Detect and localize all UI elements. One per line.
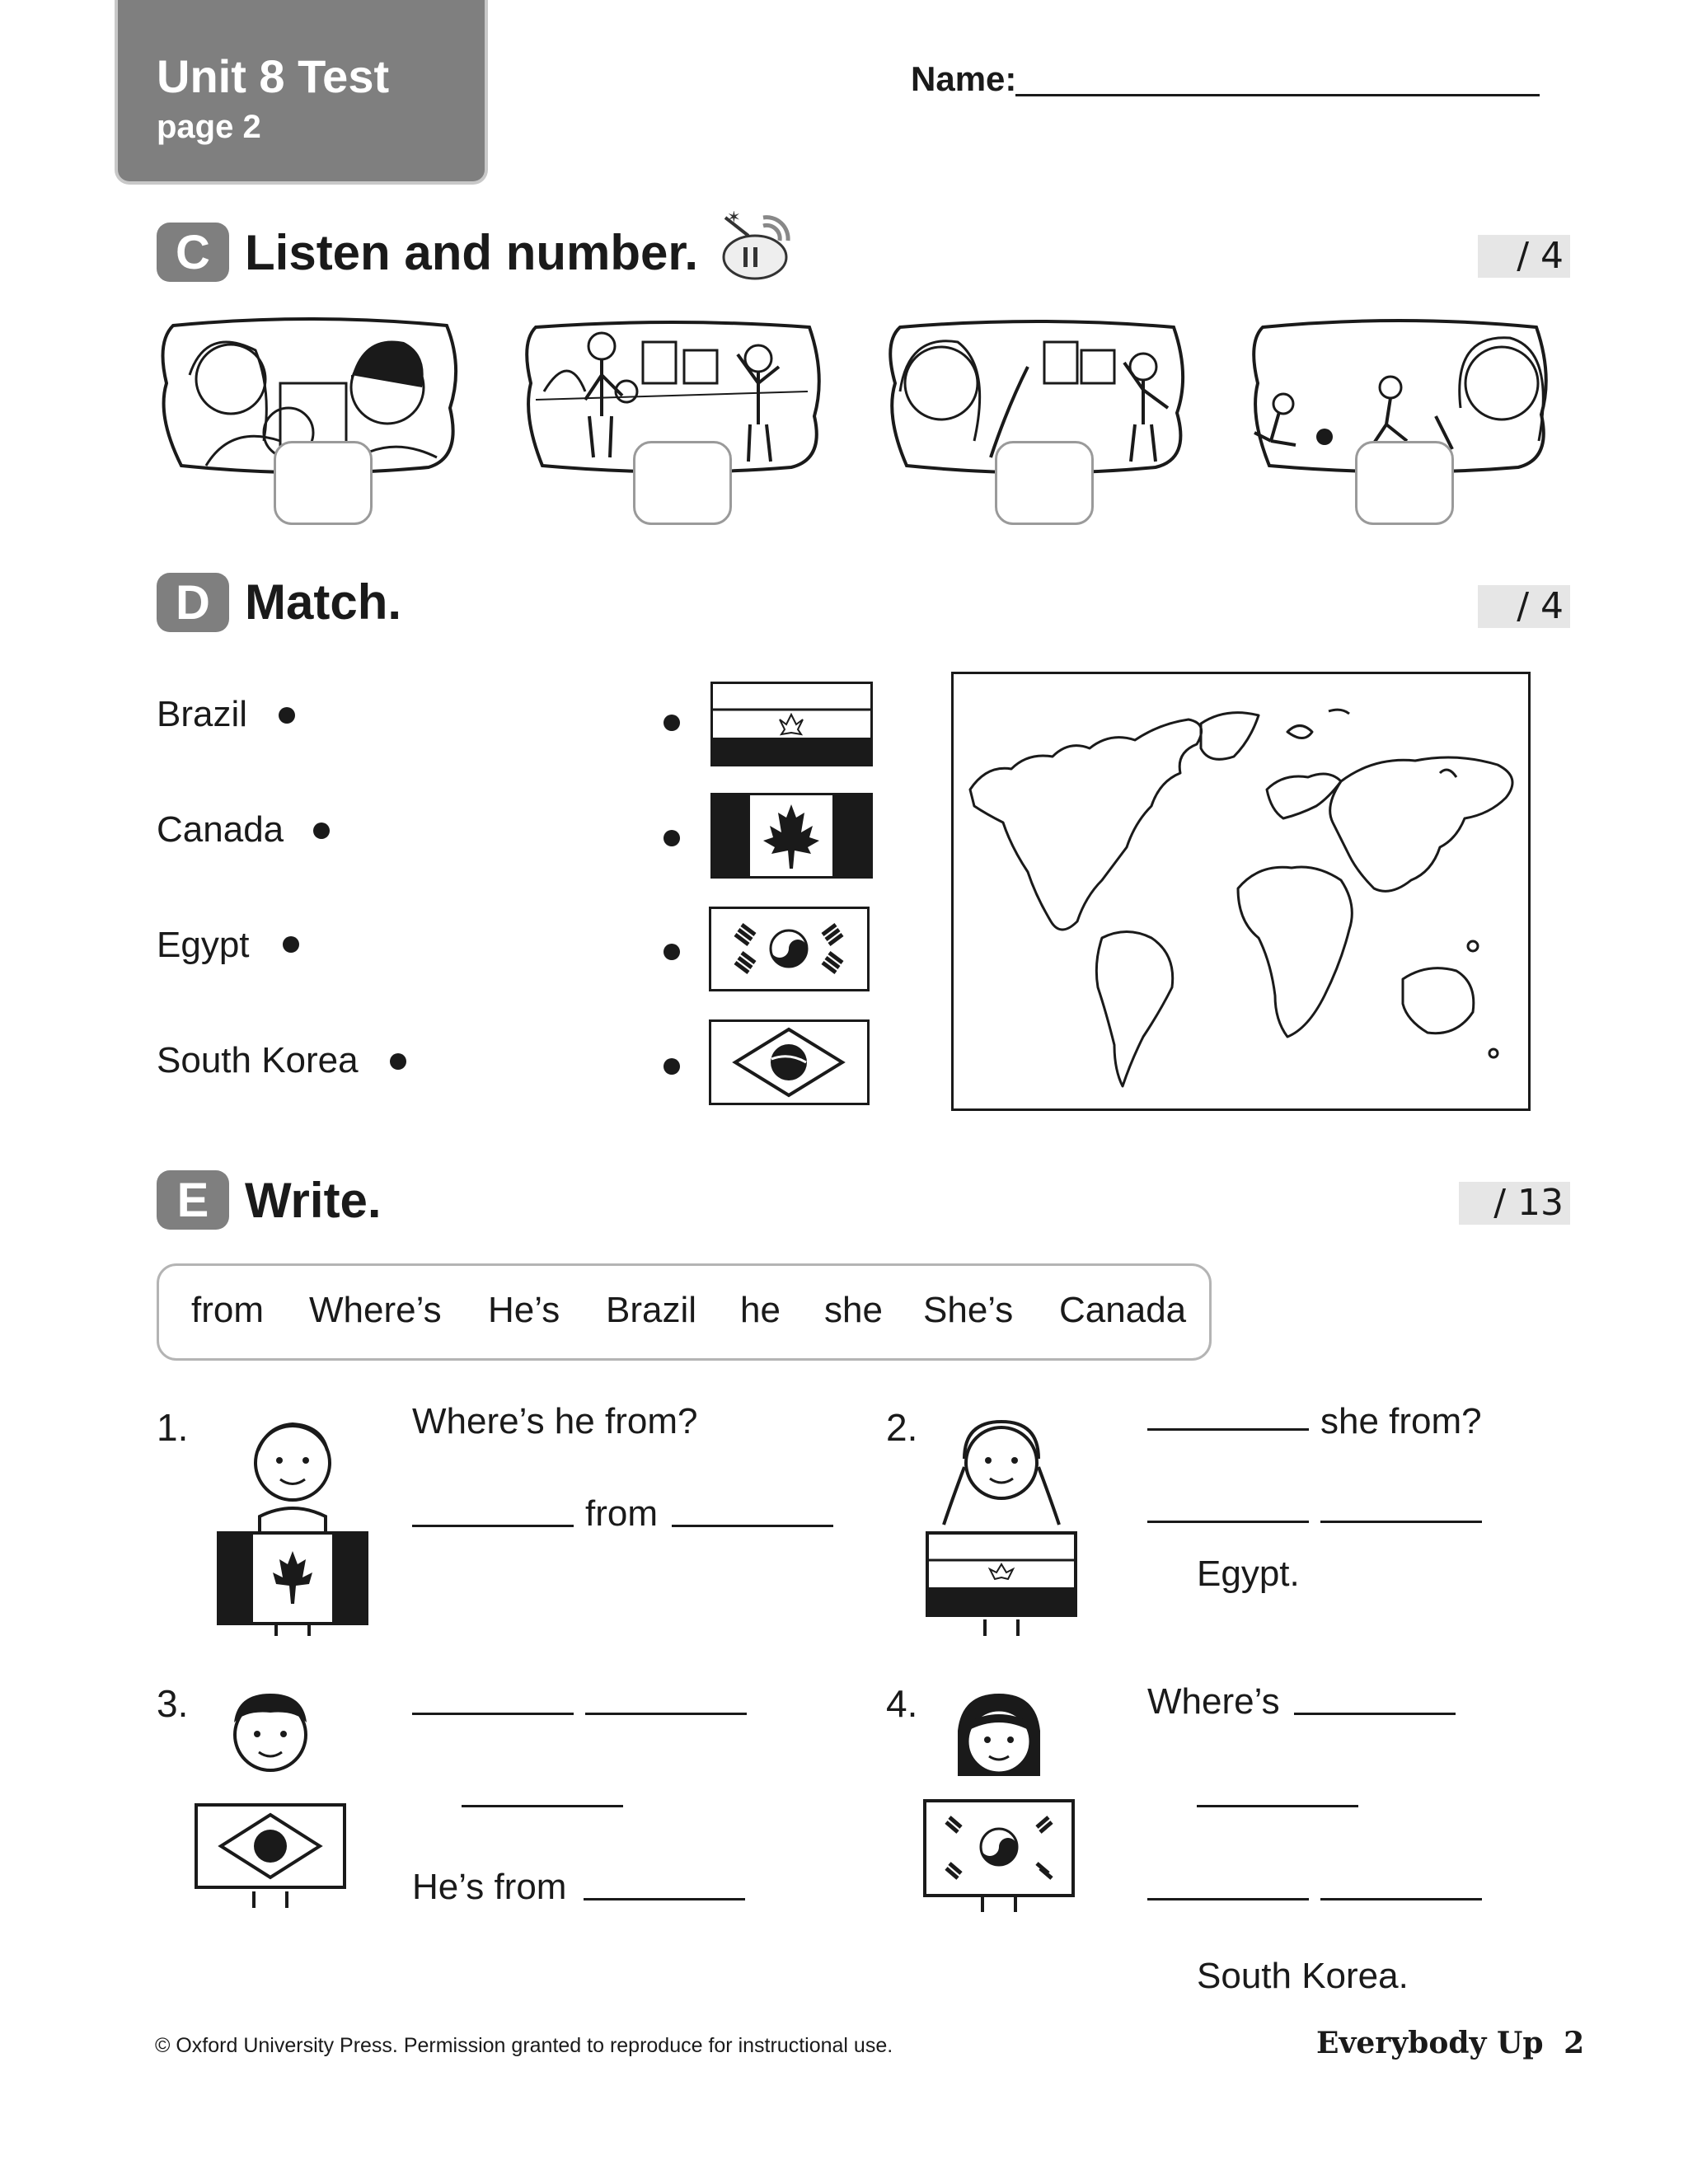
question-2-answer-end: Egypt. (1197, 1554, 1300, 1594)
question-4-number: 4. (886, 1682, 918, 1725)
brazil-flag-icon (709, 1019, 870, 1105)
word-bank-item: She’s (923, 1290, 1014, 1330)
section-d-badge: D (157, 573, 229, 632)
answer-blank-4a[interactable] (1294, 1713, 1456, 1715)
answer-blank-2a[interactable] (1147, 1428, 1309, 1431)
canada-flag-icon (710, 793, 873, 879)
country-canada: Canada (157, 809, 284, 850)
answer-blank-3a[interactable] (412, 1713, 574, 1715)
question-3-prompt: He’s from (412, 1867, 567, 1907)
country-south-korea: South Korea (157, 1040, 359, 1080)
boy-canada-flag-icon (210, 1409, 375, 1640)
question-4-prompt: Where’s (1147, 1681, 1280, 1722)
answer-blank-4c[interactable] (1147, 1898, 1309, 1900)
question-2-number: 2. (886, 1406, 918, 1449)
match-dot-flag-1[interactable] (663, 715, 680, 731)
section-c-score: / 4 (1478, 235, 1570, 278)
answer-blank-3b[interactable] (585, 1713, 747, 1715)
country-egypt: Egypt (157, 925, 250, 965)
match-dot-south-korea[interactable] (390, 1053, 406, 1070)
question-3-number: 3. (157, 1682, 189, 1725)
section-e-title: Write. (245, 1173, 382, 1228)
girl-egypt-flag-icon (919, 1409, 1084, 1640)
south-korea-flag-icon (709, 907, 870, 991)
answer-box-1[interactable] (274, 441, 373, 525)
word-bank-item: from (191, 1290, 264, 1330)
answer-blank-4d[interactable] (1320, 1898, 1482, 1900)
question-2-prompt: she from? (1320, 1401, 1482, 1441)
name-input-line[interactable] (1015, 94, 1540, 96)
egypt-flag-icon (710, 682, 873, 766)
word-bank-item: Where’s (309, 1290, 442, 1330)
question-1-prompt: Where’s he from? (412, 1401, 698, 1441)
word-bank-item: Brazil (606, 1290, 697, 1330)
answer-blank-2c[interactable] (1320, 1521, 1482, 1523)
copyright-notice: © Oxford University Press. Permission granted to reproduce for instructional use. (155, 2034, 893, 2057)
word-bank-item: Canada (1059, 1290, 1187, 1330)
boy-brazil-flag-icon (188, 1681, 353, 1912)
word-bank-item: he (740, 1290, 781, 1330)
question-4-answer-end: South Korea. (1197, 1956, 1409, 1996)
word-bank-item: she (824, 1290, 883, 1330)
section-d-title: Match. (245, 574, 402, 630)
section-d-score: / 4 (1478, 585, 1570, 628)
answer-box-3[interactable] (995, 441, 1094, 525)
brand-name: Everybody Up (1316, 2026, 1544, 2060)
section-c-badge: C (157, 223, 229, 282)
svg-text:✶: ✶ (727, 211, 741, 227)
page-subtitle: page 2 (157, 109, 261, 145)
word-bank-item: He’s (488, 1290, 560, 1330)
answer-box-4[interactable] (1355, 441, 1454, 525)
brand-footer (1316, 2026, 1584, 2060)
answer-blank-1a[interactable] (412, 1525, 574, 1527)
girl-south-korea-flag-icon (917, 1685, 1081, 1916)
page-number: 2 (1564, 2026, 1585, 2060)
answer-blank-3d[interactable] (584, 1898, 745, 1900)
section-e-score: / 13 (1459, 1182, 1570, 1225)
answer-blank-2b[interactable] (1147, 1521, 1309, 1523)
answer-box-2[interactable] (633, 441, 732, 525)
answer-blank-3c[interactable] (462, 1805, 623, 1807)
audio-cd-icon (715, 211, 795, 282)
match-dot-flag-4[interactable] (663, 1058, 680, 1075)
answer-blank-1b[interactable] (672, 1525, 833, 1527)
match-dot-brazil[interactable] (279, 707, 295, 724)
question-1-from: from (585, 1493, 658, 1534)
match-dot-flag-2[interactable] (663, 830, 680, 846)
country-brazil: Brazil (157, 694, 248, 734)
match-dot-canada[interactable] (313, 823, 330, 839)
name-label: Name: (911, 59, 1017, 98)
answer-blank-4b[interactable] (1197, 1805, 1358, 1807)
section-e-badge: E (157, 1170, 229, 1230)
section-c-title: Listen and number. (245, 225, 699, 280)
match-dot-flag-3[interactable] (663, 944, 680, 960)
unit-title: Unit 8 Test (157, 50, 390, 102)
match-dot-egypt[interactable] (283, 936, 299, 953)
world-map (951, 672, 1531, 1111)
question-1-number: 1. (157, 1406, 189, 1449)
